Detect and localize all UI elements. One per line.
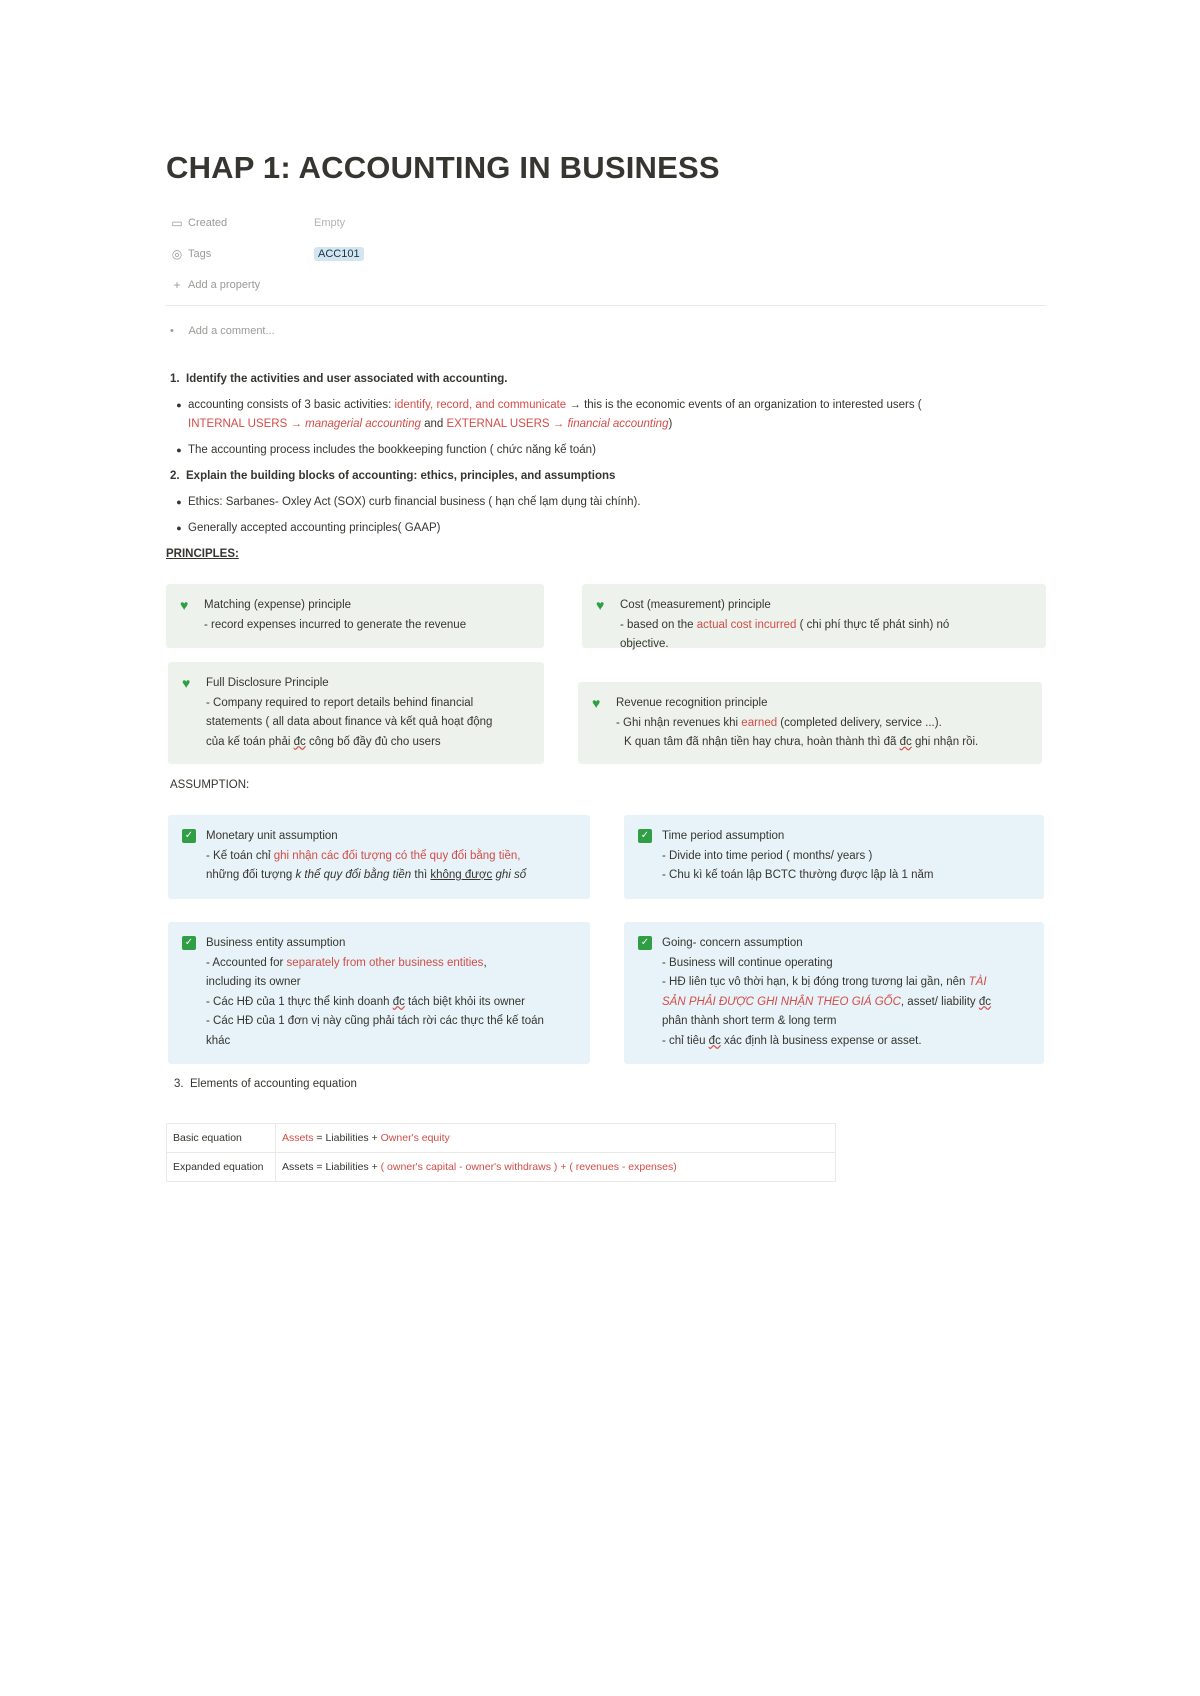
bullet-item: ● Ethics: Sarbanes- Oxley Act (SOX) curb financial business ( hạn chế lạm dụng tài chính).	[170, 496, 641, 508]
callout-title: Matching (expense) principle	[204, 599, 352, 611]
list-number: 3.	[174, 1078, 184, 1090]
callout-title: Cost (measurement) principle	[620, 599, 771, 611]
bullet-item: ● The accounting process includes the bookkeeping function ( chức năng kế toán)	[170, 444, 596, 456]
heart-icon: ♥	[592, 695, 601, 711]
table-row[interactable]	[167, 1153, 836, 1182]
callout-title: Monetary unit assumption	[206, 830, 338, 842]
add-property-button[interactable]	[170, 269, 1040, 300]
add-property-label: Add a property	[188, 278, 261, 291]
callout-title: Business entity assumption	[206, 937, 346, 949]
bullet-icon: ●	[176, 400, 182, 410]
list-number: 1.	[170, 373, 180, 385]
callout-time-period-assumption[interactable]: ✓ Time period assumption - Divide into time period ( months/ years ) - Chu kì kế toán lập BCTC thường được lập là 1 năm	[624, 815, 1044, 899]
callout-title: Revenue recognition principle	[616, 697, 768, 709]
avatar-icon: •	[170, 325, 174, 337]
callout-title: Full Disclosure Principle	[206, 677, 329, 689]
divider	[166, 305, 1046, 306]
callout-business-entity-assumption[interactable]: ✓ Business entity assumption - Accounted for separately from other business entities, including its owner - Các HĐ của 1 thực thể kinh doanh đc tách biệt khỏi its owner - Các HĐ của 1 đơn vị này cũng phải tách rời các thực thể kế toán khác	[168, 922, 590, 1064]
heart-icon: ♥	[596, 597, 605, 613]
bullet-icon: ●	[176, 497, 182, 507]
heart-icon: ♥	[180, 597, 189, 613]
callout-matching-principle[interactable]: ♥ Matching (expense) principle - record expenses incurred to generate the revenue	[166, 584, 544, 648]
bullet-item: ● accounting consists of 3 basic activities: identify, record, and communicate → this is the economic events of an organization to interested users ( INTERNAL USERS → managerial accounting and EXTERNAL USERS → financial accounting)	[170, 396, 1030, 434]
page-title[interactable]: CHAP 1: ACCOUNTING IN BUSINESS	[166, 150, 720, 185]
callout-cost-principle[interactable]: ♥ Cost (measurement) principle - based on the actual cost incurred ( chi phí thực tế phát sinh) nó objective.	[582, 584, 1046, 648]
tag-badge[interactable]: ACC101	[314, 247, 364, 261]
list-number: 2.	[170, 470, 180, 482]
table-cell-value[interactable]: Assets = Liabilities + ( owner's capital - owner's withdraws ) + ( revenues - expenses)	[276, 1153, 836, 1182]
callout-going-concern-assumption[interactable]: ✓ Going- concern assumption - Business will continue operating - HĐ liên tục vô thời hạn, k bị đóng trong tương lai gần, nên TÀI SẢN PHẢI ĐƯỢC GHI NHẬN THEO GIÁ GỐC, asset/ liability đc phân thành short term & long term - chỉ tiêu đc xác định là business expense or asset.	[624, 922, 1044, 1064]
bullet-icon: ●	[176, 445, 182, 455]
numbered-item-3	[174, 1078, 357, 1090]
table-row[interactable]	[167, 1124, 836, 1153]
plus-icon: +	[173, 277, 181, 292]
section-title: Elements of accounting equation	[190, 1078, 357, 1090]
callout-title: Time period assumption	[662, 830, 785, 842]
property-name: Created	[188, 216, 228, 229]
principles-heading: PRINCIPLES:	[166, 548, 239, 560]
tag-icon: ◎	[171, 246, 183, 261]
table-cell-label[interactable]: Basic equation	[167, 1124, 276, 1153]
property-name: Tags	[188, 247, 212, 260]
assumption-heading: ASSUMPTION:	[170, 779, 250, 791]
calendar-icon: ▭	[171, 215, 183, 230]
property-tags[interactable]	[170, 238, 1040, 269]
callout-title: Going- concern assumption	[662, 937, 803, 949]
bullet-item: ● Generally accepted accounting principles( GAAP)	[170, 522, 441, 534]
property-created[interactable]	[170, 207, 1040, 238]
page-properties	[170, 207, 1040, 300]
section-title: Identify the activities and user associated with accounting.	[186, 373, 508, 385]
numbered-item-2	[170, 470, 615, 482]
checkbox-icon: ✓	[182, 829, 196, 843]
section-title: Explain the building blocks of accounting: ethics, principles, and assumptions	[186, 470, 616, 482]
bullet-icon: ●	[176, 523, 182, 533]
table-cell-value[interactable]: Assets = Liabilities + Owner's equity	[276, 1124, 836, 1153]
add-comment-field[interactable]	[170, 325, 275, 337]
callout-full-disclosure-principle[interactable]: ♥ Full Disclosure Principle - Company required to report details behind financial statements ( all data about finance và kết quả hoạt động của kế toán phải đc công bố đầy đủ cho users	[168, 662, 544, 764]
table-cell-label[interactable]: Expanded equation	[167, 1153, 276, 1182]
equation-table	[166, 1123, 836, 1182]
property-value[interactable]: Empty	[314, 216, 346, 229]
callout-monetary-unit-assumption[interactable]: ✓ Monetary unit assumption - Kế toán chỉ ghi nhận các đối tượng có thể quy đổi bằng tiền, những đối tượng k thể quy đổi bằng tiền thì không được ghi sổ	[168, 815, 590, 899]
checkbox-icon: ✓	[638, 936, 652, 950]
numbered-item-1	[170, 373, 507, 385]
heart-icon: ♥	[182, 675, 191, 691]
checkbox-icon: ✓	[182, 936, 196, 950]
checkbox-icon: ✓	[638, 829, 652, 843]
add-comment-placeholder: Add a comment...	[188, 325, 275, 337]
callout-revenue-recognition-principle[interactable]: ♥ Revenue recognition principle - Ghi nhận revenues khi earned (completed delivery, service ...). K quan tâm đã nhận tiền hay chưa, hoàn thành thì đã đc ghi nhận rồi.	[578, 682, 1042, 764]
